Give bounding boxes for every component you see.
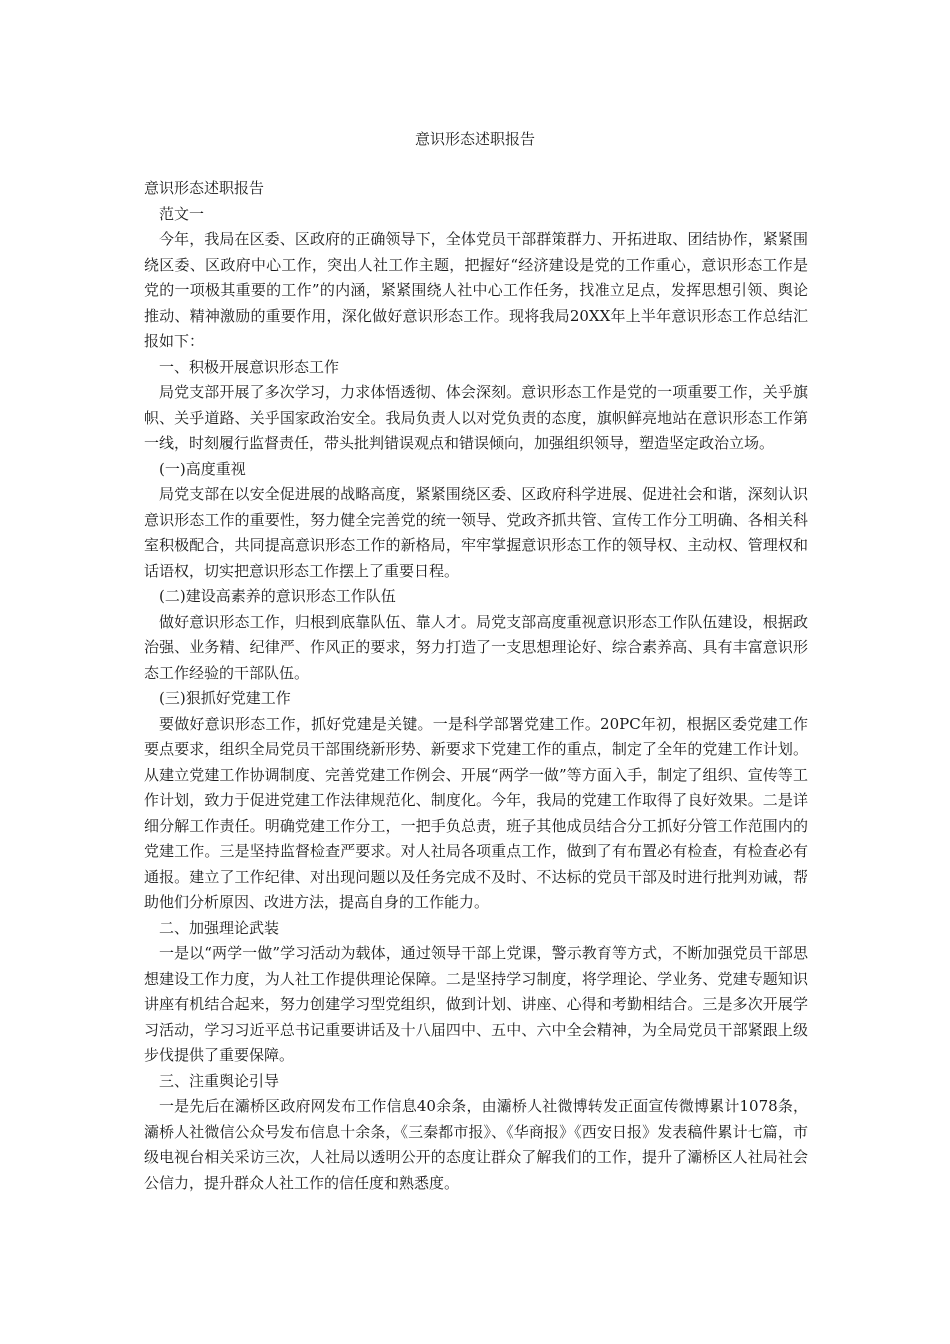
subsection-2-paragraph: 做好意识形态工作，归根到底靠队伍、靠人才。局党支部高度重视意识形态工作队伍建设，根据政治强、业务精、纪律严、作风正的要求，努力打造了一支思想理论好、综合素养高、具有丰富意识形态工作经验的干部队伍。 [144,612,808,682]
section-1-paragraph: 局党支部开展了多次学习，力求体悟透彻、体会深刻。意识形态工作是党的一项重要工作，关乎旗帜、关乎道路、关乎国家政治安全。我局负责人以对党负责的态度，旗帜鲜亮地站在意识形态工作第一线，时刻履行监督责任，带头批判错误观点和错误倾向，加强组织领导，塑造坚定政治立场。 [144,383,808,452]
section-3-heading: 三、注重舆论引导 [159,1071,280,1090]
intro-paragraph: 今年，我局在区委、区政府的正确领导下，全体党员干部群策群力、开拓进取、团结协作，紧紧围绕区委、区政府中心工作，突出人社工作主题，把握好“经济建设是党的工作重心，意识形态工作是党的一项极其重要的工作”的内涵，紧紧围绕人社中心工作任务，找准立足点，发挥思想引领、舆论推动、精神激励的重要作用，深化做好意识形态工作。现将我局20XX年上半年意识形态工作总结汇报如下： [144,230,808,350]
document-subtitle: 意识形态述职报告 [144,179,265,197]
sample-label: 范文一 [159,204,205,223]
section-2-heading: 二、加强理论武装 [159,918,280,937]
subsection-3-paragraph: 要做好意识形态工作，抓好党建是关键。一是科学部署党建工作。20PC年初，根据区委党建工作要点要求，组织全局党员干部围绕新形势、新要求下党建工作的重点，制定了全年的党建工作计划。从建立党建工作协调制度、完善党建工作例会、开展“两学一做”等方面入手，制定了组织、宣传等工作计划，致力于促进党建工作法律规范化、制度化。今年，我局的党建工作取得了良好效果。二是详细分解工作责任。明确党建工作分工，一把手负总责，班子其他成员结合分工抓好分管工作范围内的党建工作。三是坚持监督检查严要求。对人社局各项重点工作，做到了有布置必有检查，有检查必有通报。建立了工作纪律、对出现问题以及任务完成不及时、不达标的党员干部及时进行批判劝诫，帮助他们分析原因、改进方法，提高自身的工作能力。 [144,714,808,911]
subsection-2-heading: (二)建设高素养的意识形态工作队伍 [159,587,396,605]
subsection-1-heading: (一)高度重视 [159,459,246,478]
section-3-paragraph: 一是先后在灞桥区政府网发布工作信息40余条，由灞桥人社微博转发正面宣传微博累计1078条，灞桥人社微信公众号发布信息十余条，《三秦都市报》、《华商报》《西安日报》发表稿件累计七篇，市级电视台相关采访三次，人社局以透明公开的态度让群众了解我们的工作，提升了灞桥区人社局社会公信力，提升群众人社工作的信任度和熟悉度。 [144,1097,808,1192]
section-1-heading: 一、积极开展意识形态工作 [159,357,340,376]
subsection-3-heading: (三)狠抓好党建工作 [159,689,291,707]
section-2-paragraph: 一是以“两学一做”学习活动为载体，通过领导干部上党课，警示教育等方式，不断加强党员干部思想建设工作力度，为人社工作提供理论保障。二是坚持学习制度，将学理论、学业务、党建专题知识讲座有机结合起来，努力创建学习型党组织，做到计划、讲座、心得和考勤相结合。三是多次开展学习活动，学习习近平总书记重要讲话及十八届四中、五中、六中全会精神，为全局党员干部紧跟上级步伐提供了重要保障。 [144,944,808,1064]
document-title: 意识形态述职报告 [414,130,535,148]
subsection-1-paragraph: 局党支部在以安全促进展的战略高度，紧紧围绕区委、区政府科学进展、促进社会和谐，深刻认识意识形态工作的重要性，努力健全完善党的统一领导、党政齐抓共管、宣传工作分工明确、各相关科室积极配合，共同提高意识形态工作的新格局，牢牢掌握意识形态工作的领导权、主动权、管理权和话语权，切实把意识形态工作摆上了重要日程。 [144,485,808,580]
document-body [144,176,808,1196]
